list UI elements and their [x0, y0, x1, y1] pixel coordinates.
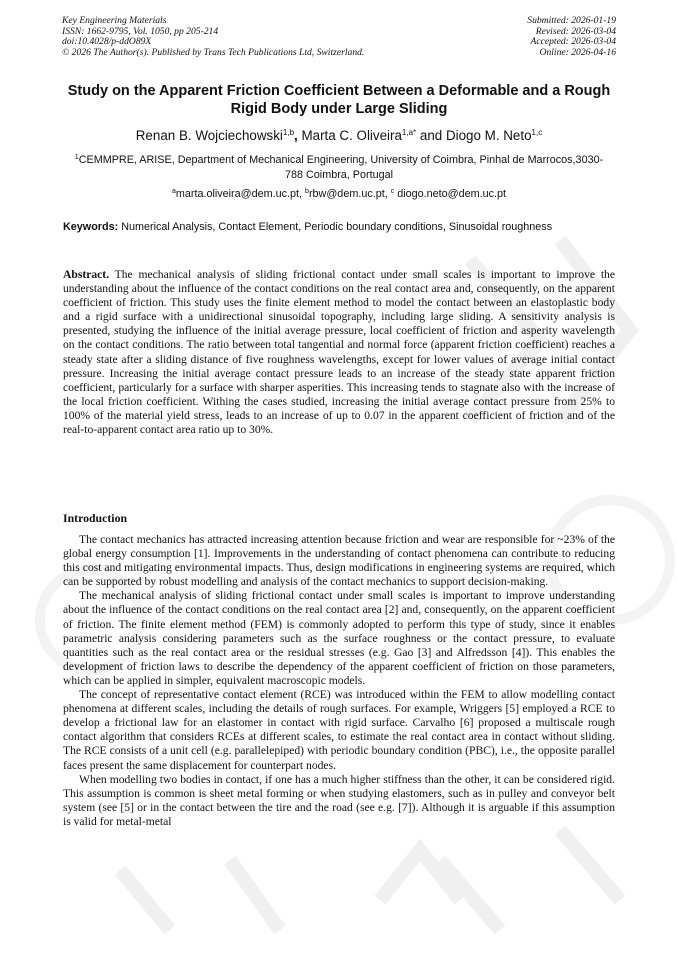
author-affiliation-mark: 1,b	[282, 128, 295, 137]
journal-doi: doi:10.4028/p-ddO89X	[62, 36, 152, 48]
abstract-text: The mechanical analysis of sliding frictional contact under small scales is important to improve the understanding about the influence of the contact conditions on the real contact area and, consequently, on the apparent coefficient of friction. This study uses the finite element method to model the contact between an elastoplastic body and a rigid surface with a unidirectional sinusoidal topography, including large sliding. A sensitivity analysis is presented, studying the influence of the initial average pressure, local coefficient of friction and asperity wavelength on the contact conditions. The ratio between total tangential and normal force (apparent friction coefficient) reaches a steady state after a sliding distance of five roughness wavelengths, except for lower values of average initial contact pressure. Increasing the initial average contact pressure leads to an increase of the steady state apparent friction coefficient, particularly for a surface with sharper asperities. This increasing tends to stagnate also with the increase of the local friction coefficient. Withing the cases studied, increasing the initial average contact pressure from 25% to 100% of the material yield stress, leads to an increase of up to 0.07 in the apparent coefficient of friction and of the real-to-apparent contact area ratio up to 30%.	[63, 268, 615, 437]
abstract	[63, 268, 615, 437]
journal-copyright: © 2026 The Author(s). Published by Trans Tech Publications Ltd, Switzerland.	[62, 46, 365, 58]
date-online: Online: 2026-04-16	[539, 46, 616, 58]
author-affiliation-mark: 1,a*	[401, 128, 417, 137]
affiliation-text: CEMMPRE, ARISE, Department of Mechanical Engineering, University of Coimbra, Pinhal de Marrocos,3030-788 Coimbra, Portugal	[78, 154, 604, 181]
submission-dates	[527, 16, 616, 58]
author-separator: ,	[294, 128, 302, 143]
introduction-body	[63, 533, 615, 829]
journal-issn: ISSN: 1662-9795, Vol. 1050, pp 205-214	[62, 25, 219, 37]
keywords	[63, 220, 615, 234]
email-mark: a	[171, 188, 176, 195]
author-separator: and	[416, 128, 446, 143]
affiliation	[70, 150, 608, 183]
paragraph: The concept of representative contact element (RCE) was introduced within the FEM to allow modelling contact phenomena at different scales, including the details of rough surfaces. For example, Wriggers [5] employed a RCE to develop a frictional law for an elastomer in contact with rigid surface. Carvalho [6] proposed a multiscale rough contact algorithm that considers RCEs at different scales, to estimate the real contact area in contact without sliding. The RCE consists of a unit cell (e.g. parallelepiped) with periodic boundary condition (PBC), i.e., the opposite parallel faces present the same displacement for counterpart nodes.	[63, 688, 615, 772]
email-link[interactable]: diogo.neto@dem.uc.pt	[394, 188, 507, 200]
email-link[interactable]: rbw@dem.uc.pt,	[308, 188, 391, 200]
email-list	[70, 185, 608, 201]
email-link[interactable]: marta.oliveira@dem.uc.pt,	[175, 188, 306, 200]
keywords-text: Numerical Analysis, Contact Element, Periodic boundary conditions, Sinusoidal roughness	[121, 221, 553, 233]
author-affiliation-mark: 1,c	[531, 128, 543, 137]
affiliation-mark: 1	[74, 154, 79, 161]
paragraph: When modelling two bodies in contact, if one has a much higher stiffness than the other, it can be considered rigid. This assumption is common is sheet metal forming or when studying elastomers, such as in pulley and conveyor belt system (see [5] or in the contact between the tire and the road (see e.g. [7]). Although it is arguable if this assumption is valid for metal-metal	[63, 772, 615, 828]
paragraph: The contact mechanics has attracted increasing attention because friction and wear are responsible for ~23% of the global energy consumption [1]. Improvements in the understanding of contact phenomena can contribute to reducing this cost and mitigating environmental impacts. Thus, design modifications in engineering systems are required, which can be supported by robust modelling and analysis of the contact mechanics to support decision-making.	[63, 533, 615, 589]
journal-name: Key Engineering Materials	[62, 15, 167, 26]
author-name: Marta C. Oliveira	[301, 128, 402, 143]
author-name: Renan B. Wojciechowski	[135, 128, 283, 143]
journal-info	[62, 16, 364, 58]
author-name: Diogo M. Neto	[445, 128, 532, 143]
email-mark: b	[305, 188, 309, 195]
paragraph: The mechanical analysis of sliding frictional contact under small scales is important to improve understanding about the influence of the contact conditions on the real contact area [2] and, consequently, on the apparent coefficient of friction. The finite element method (FEM) is commonly adopted to perform this type of study, since it enables parametric analysis considering parameters such as the surface roughness or the contact pressure, to evaluate quantities such as the real contact area or the residual stresses (e.g. Gao [3] and Alfredsson [4]). This enables the development of friction laws to describe the dependency of the apparent coefficient of friction on those parameters, which can be applied in simpler, equivalent macroscopic models.	[63, 589, 615, 687]
date-revised: Revised: 2026-03-04	[535, 25, 616, 37]
author-list	[40, 124, 638, 144]
email-mark: c	[390, 188, 395, 195]
section-heading-introduction: Introduction	[63, 511, 128, 525]
date-submitted: Submitted: 2026-01-19	[527, 15, 616, 26]
abstract-label: Abstract.	[63, 268, 110, 281]
date-accepted: Accepted: 2026-03-04	[530, 36, 616, 48]
paper-title: Study on the Apparent Friction Coefficient Between a Deformable and a Rough Rigid Body under Large Sliding	[67, 83, 611, 117]
keywords-label: Keywords:	[63, 221, 119, 233]
